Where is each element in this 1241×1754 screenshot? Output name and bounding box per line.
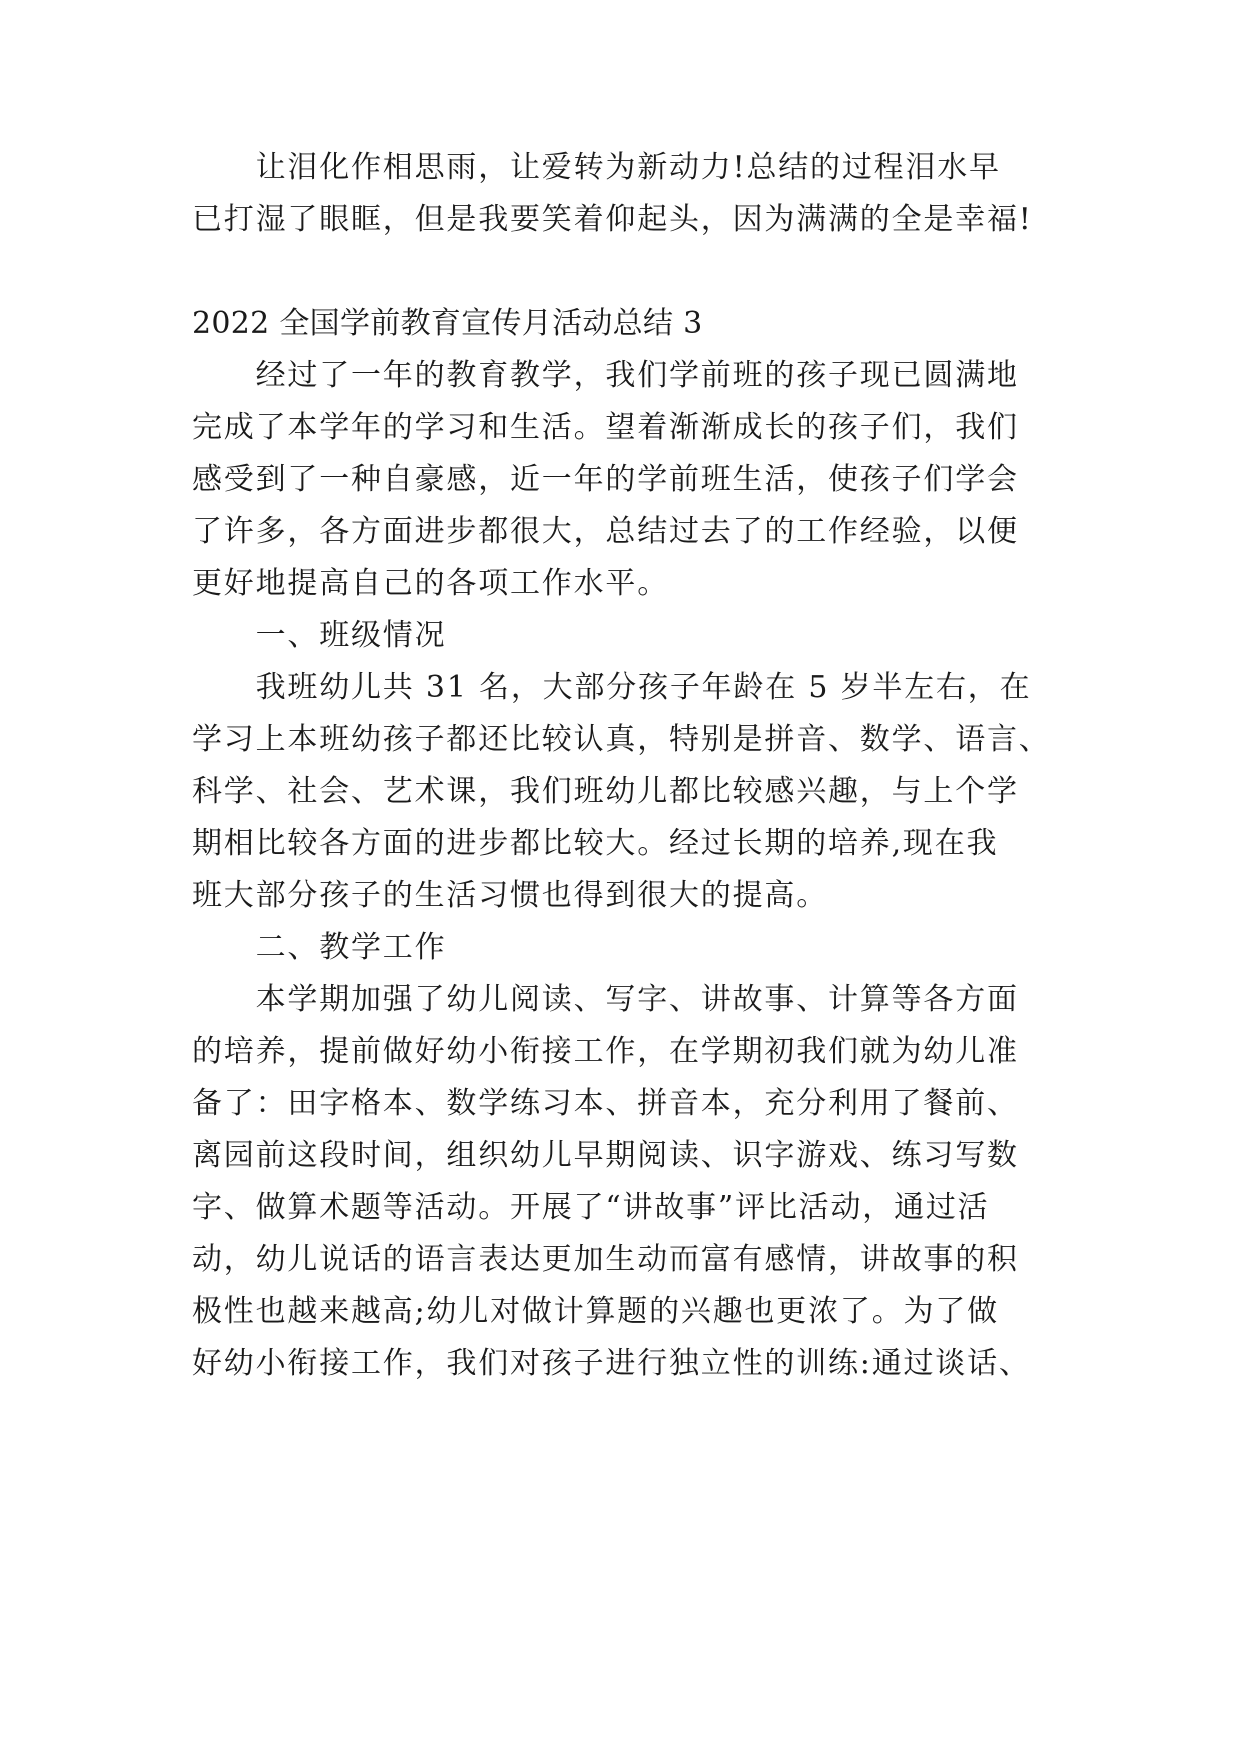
text-line: 已打湿了眼眶，但是我要笑着仰起头，因为满满的全是幸福!	[192, 202, 1033, 237]
text-line: 我班幼儿共 31 名，大部分孩子年龄在 5 岁半左右，在	[192, 670, 1032, 705]
text-line: 离园前这段时间，组织幼儿早期阅读、识字游戏、练习写数	[192, 1138, 1019, 1173]
text-line: 的培养，提前做好幼小衔接工作，在学期初我们就为幼儿准	[192, 1034, 1019, 1069]
text-line: 经过了一年的教育教学，我们学前班的孩子现已圆满地	[192, 358, 1019, 393]
text-line: 学习上本班幼孩子都还比较认真，特别是拼音、数学、语言、	[192, 722, 1051, 757]
text-line: 感受到了一种自豪感，近一年的学前班生活，使孩子们学会	[192, 462, 1019, 497]
text-line: 期相比较各方面的进步都比较大。经过长期的培养,现在我	[192, 826, 999, 861]
text-line: 完成了本学年的学习和生活。望着渐渐成长的孩子们，我们	[192, 410, 1019, 445]
text-line: 字、做算术题等活动。开展了“讲故事”评比活动，通过活	[192, 1190, 990, 1225]
text-line: 极性也越来越高;幼儿对做计算题的兴趣也更浓了。为了做	[192, 1294, 999, 1329]
text-line: 班大部分孩子的生活习惯也得到很大的提高。	[192, 878, 828, 913]
text-line: 了许多，各方面进步都很大，总结过去了的工作经验，以便	[192, 514, 1019, 549]
text-line: 让泪化作相思雨，让爱转为新动力!总结的过程泪水早	[192, 150, 1001, 185]
text-line: 动，幼儿说话的语言表达更加生动而富有感情，讲故事的积	[192, 1242, 1019, 1277]
subheading-teaching-work: 二、教学工作	[192, 930, 447, 965]
text-line: 备了：田字格本、数学练习本、拼音本，充分利用了餐前、	[192, 1086, 1019, 1121]
text-line: 科学、社会、艺术课，我们班幼儿都比较感兴趣，与上个学	[192, 774, 1019, 809]
text-line: 好幼小衔接工作，我们对孩子进行独立性的训练:通过谈话、	[192, 1346, 1031, 1381]
section-title: 2022 全国学前教育宣传月活动总结 3	[192, 306, 703, 341]
text-line: 本学期加强了幼儿阅读、写字、讲故事、计算等各方面	[192, 982, 1019, 1017]
subheading-class-situation: 一、班级情况	[192, 618, 447, 653]
text-line: 更好地提高自己的各项工作水平。	[192, 566, 669, 601]
